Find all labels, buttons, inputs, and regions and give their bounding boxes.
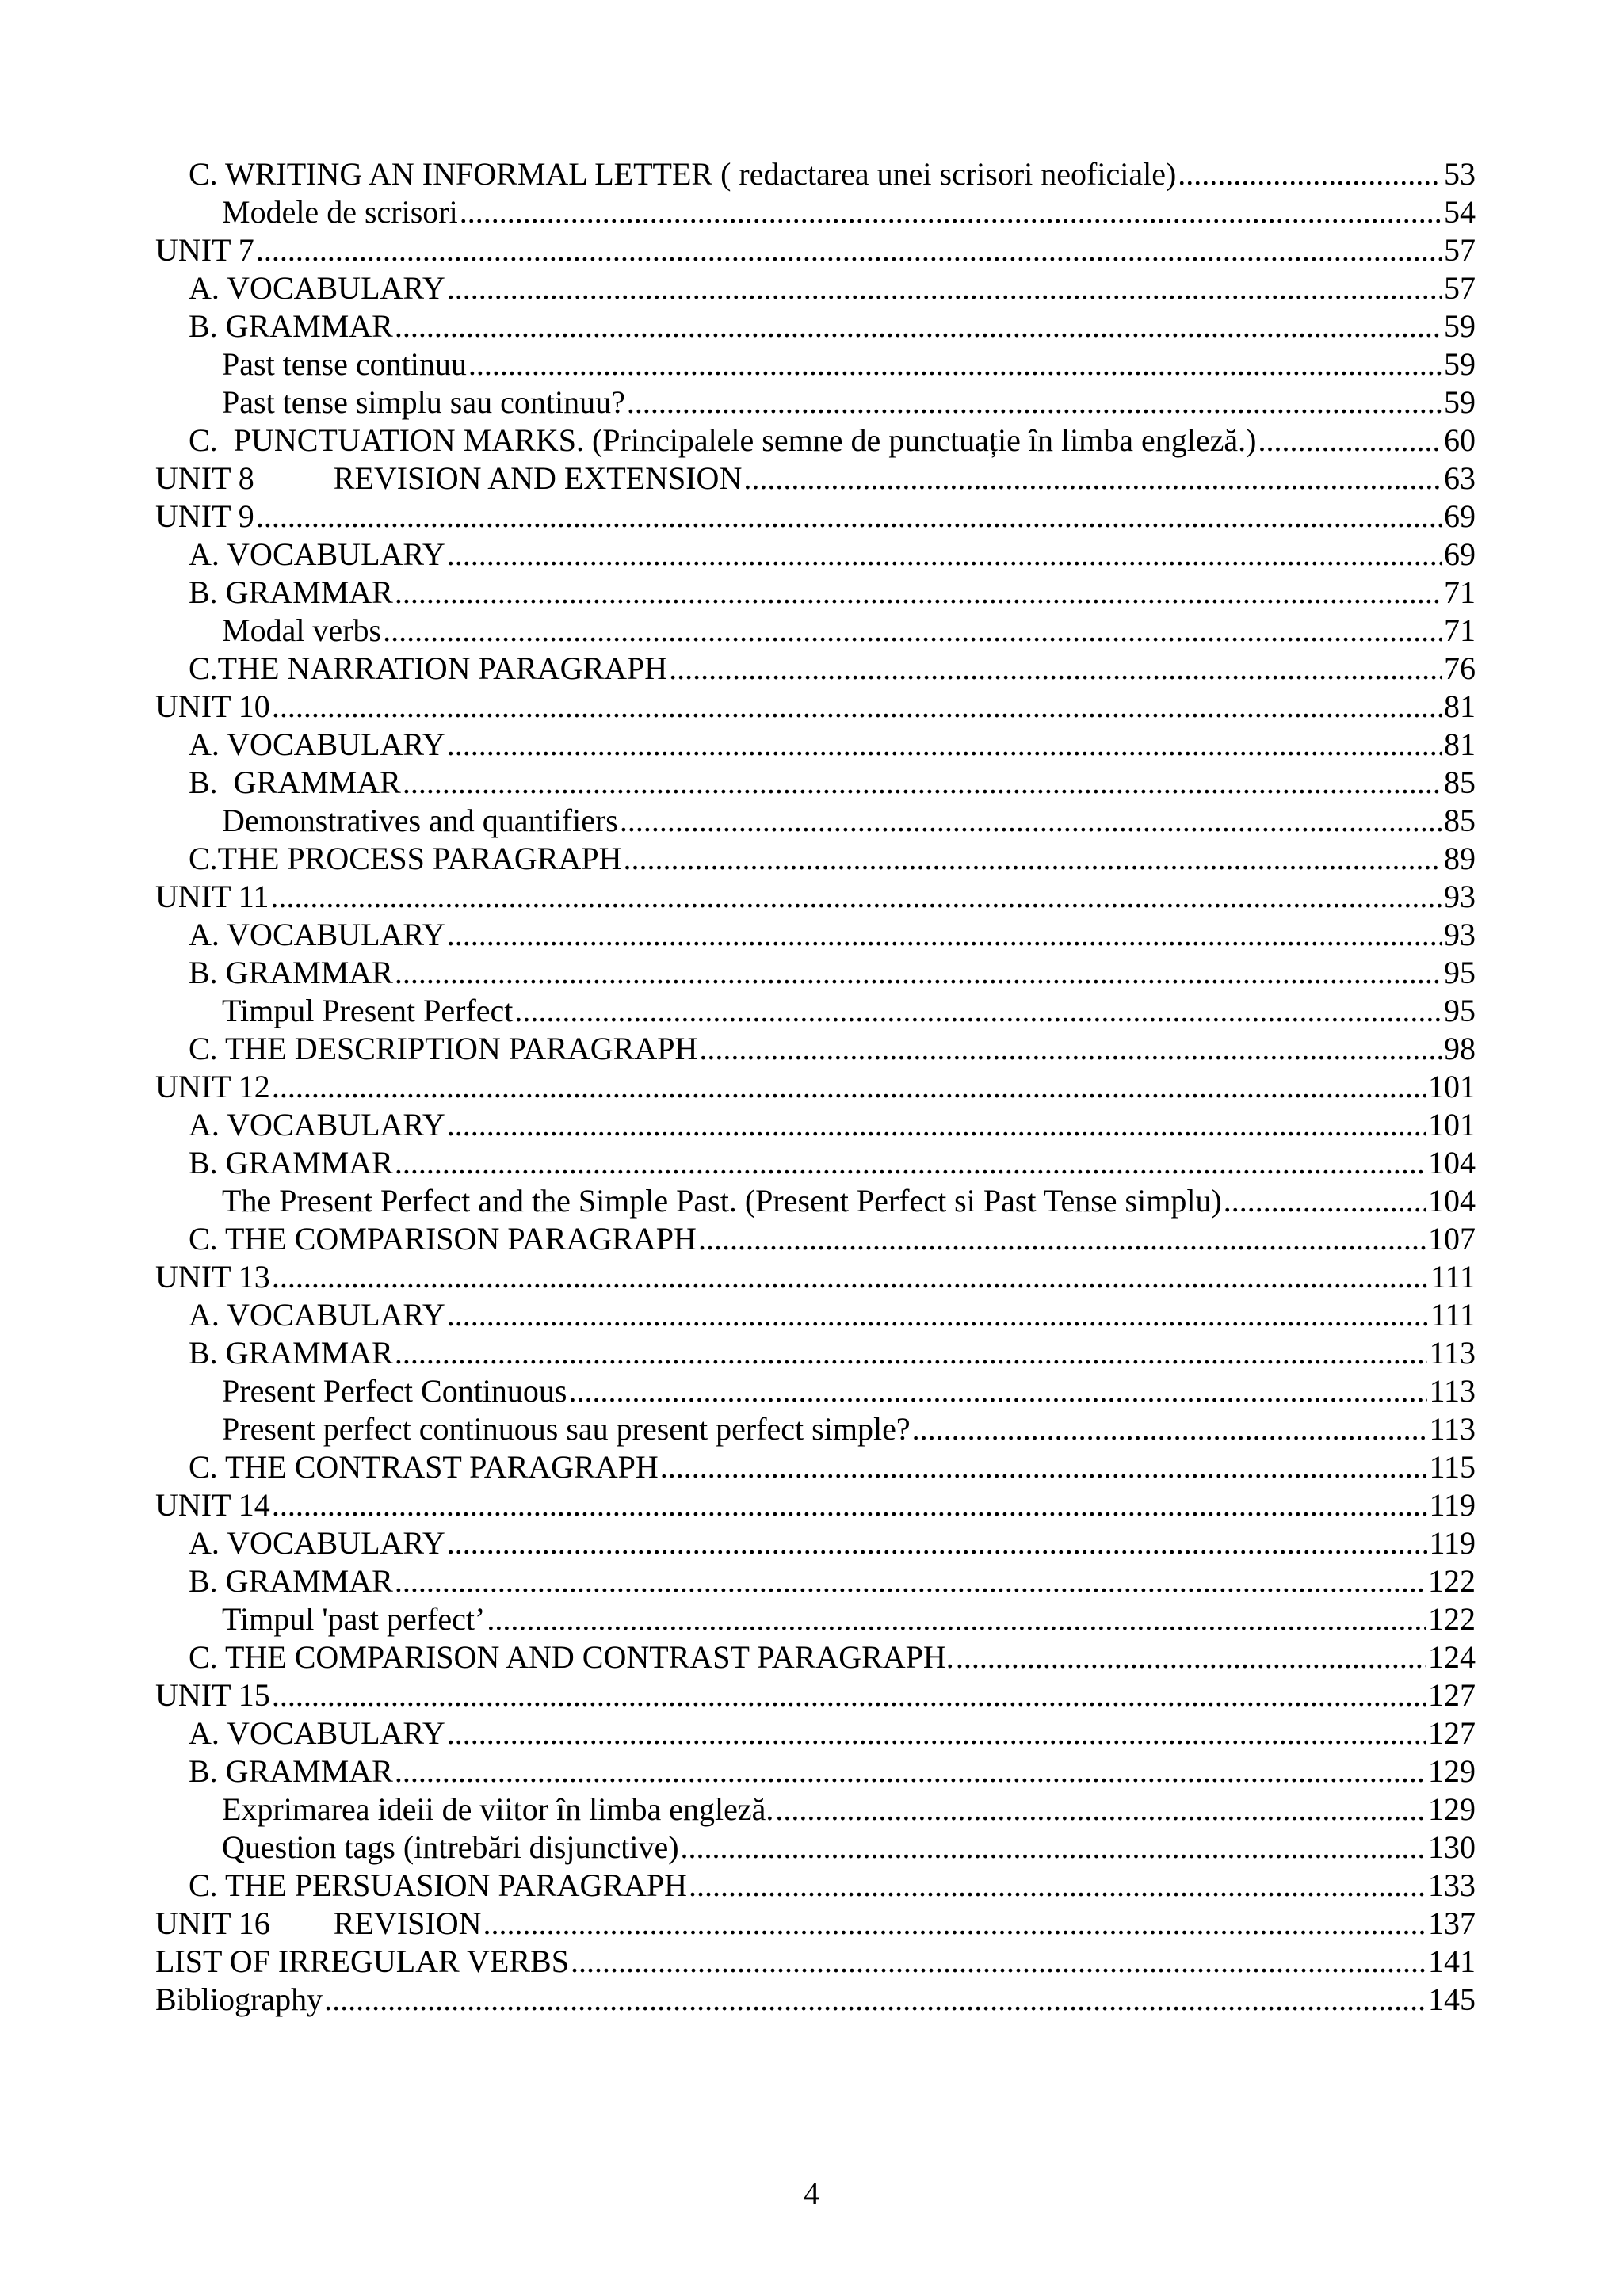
toc-entry-title: C. THE COMPARISON AND CONTRAST PARAGRAPH.	[189, 1639, 954, 1675]
toc-leader-dots	[447, 536, 1442, 574]
toc-leader-dots	[660, 1448, 1428, 1486]
toc-entry[interactable]	[155, 1600, 1476, 1638]
toc-entry[interactable]	[155, 1144, 1476, 1182]
toc-entry-title: Timpul 'past perfect’	[222, 1601, 486, 1637]
toc-entry-page-number: 59	[1444, 308, 1476, 344]
toc-leader-dots	[383, 612, 1442, 650]
toc-entry-title: UNIT 15	[155, 1677, 270, 1713]
toc-entry[interactable]	[155, 1981, 1476, 2019]
toc-entry-title: Exprimarea ideii de viitor în limba engleză.	[222, 1791, 774, 1827]
toc-entry-page-number: 111	[1430, 1259, 1476, 1295]
toc-leader-dots	[620, 802, 1442, 840]
toc-entry-title: B. GRAMMAR	[189, 955, 393, 990]
toc-leader-dots	[256, 231, 1442, 269]
toc-entry-title: B. GRAMMAR	[189, 574, 393, 610]
toc-entry[interactable]	[155, 1791, 1476, 1829]
toc-entry-page-number: 113	[1429, 1373, 1476, 1409]
toc-entry-page-number: 113	[1429, 1411, 1476, 1447]
toc-entry[interactable]	[155, 1410, 1476, 1448]
toc-entry-page-number: 93	[1444, 917, 1476, 952]
toc-entry[interactable]	[155, 1524, 1476, 1562]
toc-leader-dots	[395, 1144, 1426, 1182]
toc-entry-title: LIST OF IRREGULAR VERBS	[155, 1943, 569, 1979]
toc-entry-title: A. VOCABULARY	[189, 727, 445, 762]
toc-entry[interactable]	[155, 1220, 1476, 1258]
toc-entry[interactable]	[155, 1486, 1476, 1524]
toc-entry-page-number: 63	[1444, 460, 1476, 496]
toc-entry-page-number: 95	[1444, 955, 1476, 990]
toc-entry[interactable]	[155, 650, 1476, 688]
toc-entry-title: Present perfect continuous sau present perfect simple?	[222, 1411, 911, 1447]
toc-entry-title: Past tense simplu sau continuu?	[222, 384, 625, 420]
toc-entry-page-number: 133	[1428, 1867, 1476, 1903]
toc-entry-page-number: 101	[1428, 1107, 1476, 1142]
toc-entry-title: A. VOCABULARY	[189, 536, 445, 572]
toc-entry-title: UNIT 9	[155, 498, 254, 534]
toc-leader-dots	[272, 1068, 1426, 1106]
toc-leader-dots	[1178, 155, 1442, 193]
toc-entry-title: Past tense continuu	[222, 346, 467, 382]
toc-leader-dots	[627, 383, 1442, 421]
toc-entry-page-number: 98	[1444, 1031, 1476, 1066]
toc-entry-page-number: 113	[1429, 1335, 1476, 1371]
toc-entry-title: B. GRAMMAR	[189, 1563, 393, 1599]
toc-entry-page-number: 85	[1444, 803, 1476, 838]
toc-entry-page-number: 127	[1428, 1715, 1476, 1751]
toc-entry-page-number: 129	[1428, 1753, 1476, 1789]
toc-entry[interactable]	[155, 536, 1476, 574]
toc-entry[interactable]	[155, 1372, 1476, 1410]
toc-entry-title: A. VOCABULARY	[189, 917, 445, 952]
toc-leader-dots	[447, 916, 1442, 954]
toc-entry-title: C.THE NARRATION PARAGRAPH	[189, 650, 668, 686]
toc-entry[interactable]	[155, 1905, 1476, 1943]
toc-leader-dots	[569, 1372, 1428, 1410]
toc-entry[interactable]	[155, 1829, 1476, 1867]
toc-leader-dots	[669, 650, 1442, 688]
toc-entry[interactable]	[155, 1296, 1476, 1334]
toc-entry-page-number: 122	[1428, 1601, 1476, 1637]
toc-entry-page-number: 141	[1428, 1943, 1476, 1979]
toc-leader-dots	[395, 1562, 1426, 1600]
toc-entry[interactable]	[155, 460, 1476, 498]
toc-leader-dots	[270, 878, 1442, 916]
toc-leader-dots	[460, 193, 1442, 231]
toc-entry-title: UNIT 11	[155, 879, 269, 914]
toc-entry[interactable]	[155, 1448, 1476, 1486]
toc-entry[interactable]	[155, 155, 1476, 193]
toc-entry[interactable]	[155, 307, 1476, 345]
toc-entry-page-number: 85	[1444, 765, 1476, 800]
toc-leader-dots	[1224, 1182, 1426, 1220]
toc-leader-dots	[447, 269, 1442, 307]
toc-entry[interactable]	[155, 1867, 1476, 1905]
toc-entry-page-number: 127	[1428, 1677, 1476, 1713]
toc-entry-title: UNIT 14	[155, 1487, 270, 1523]
toc-leader-dots	[447, 1106, 1426, 1144]
toc-leader-dots	[487, 1600, 1426, 1638]
toc-leader-dots	[395, 307, 1442, 345]
toc-entry-title: UNIT 7	[155, 232, 254, 268]
toc-leader-dots	[447, 1296, 1429, 1334]
toc-entry[interactable]	[155, 1030, 1476, 1068]
toc-entry-title: A. VOCABULARY	[189, 1715, 445, 1751]
toc-entry-title: Question tags (intrebări disjunctive)	[222, 1829, 679, 1865]
toc-entry-page-number: 95	[1444, 993, 1476, 1028]
toc-leader-dots	[571, 1943, 1426, 1981]
toc-entry-page-number: 81	[1444, 688, 1476, 724]
toc-entry-title: A. VOCABULARY	[189, 1525, 445, 1561]
toc-entry-page-number: 104	[1428, 1145, 1476, 1180]
toc-leader-dots	[272, 688, 1442, 726]
toc-entry-title: C. THE CONTRAST PARAGRAPH	[189, 1449, 659, 1485]
toc-entry[interactable]	[155, 1068, 1476, 1106]
toc-entry[interactable]	[155, 1714, 1476, 1753]
toc-entry[interactable]	[155, 1182, 1476, 1220]
toc-entry[interactable]	[155, 726, 1476, 764]
toc-entry[interactable]	[155, 802, 1476, 840]
toc-entry-page-number: 111	[1430, 1297, 1476, 1333]
toc-entry-page-number: 129	[1428, 1791, 1476, 1827]
toc-entry-title: Bibliography	[155, 1981, 323, 2017]
toc-entry[interactable]	[155, 1258, 1476, 1296]
toc-entry[interactable]	[155, 574, 1476, 612]
toc-entry[interactable]	[155, 193, 1476, 231]
toc-entry[interactable]	[155, 1753, 1476, 1791]
toc-leader-dots	[272, 1486, 1428, 1524]
toc-entry-page-number: 122	[1428, 1563, 1476, 1599]
toc-leader-dots	[272, 1258, 1429, 1296]
toc-entry-page-number: 59	[1444, 346, 1476, 382]
toc-entry-page-number: 119	[1429, 1487, 1476, 1523]
toc-entry[interactable]	[155, 688, 1476, 726]
toc-entry-page-number: 69	[1444, 536, 1476, 572]
toc-entry-title: Modal verbs	[222, 612, 382, 648]
toc-entry-page-number: 101	[1428, 1069, 1476, 1104]
toc-leader-dots	[1258, 421, 1443, 460]
toc-entry-title: UNIT 8 REVISION AND EXTENSION	[155, 460, 743, 496]
toc-entry-page-number: 115	[1429, 1449, 1476, 1485]
toc-entry-page-number: 57	[1444, 270, 1476, 306]
toc-leader-dots	[468, 345, 1442, 383]
toc-entry-title: C. WRITING AN INFORMAL LETTER ( redactarea unei scrisori neoficiale)	[189, 156, 1177, 192]
toc-entry-title: B. GRAMMAR	[189, 1335, 393, 1371]
toc-entry-title: C. THE DESCRIPTION PARAGRAPH	[189, 1031, 698, 1066]
toc-entry-page-number: 53	[1444, 156, 1476, 192]
toc-leader-dots	[256, 498, 1442, 536]
toc-entry[interactable]	[155, 345, 1476, 383]
toc-entry-page-number: 60	[1444, 422, 1476, 458]
toc-entry-page-number: 54	[1444, 194, 1476, 230]
toc-entry-title: The Present Perfect and the Simple Past. (Present Perfect si Past Tense simplu)	[222, 1183, 1222, 1219]
toc-entry[interactable]	[155, 992, 1476, 1030]
toc-entry-title: A. VOCABULARY	[189, 1297, 445, 1333]
toc-entry-page-number: 145	[1428, 1981, 1476, 2017]
toc-entry-title: UNIT 10	[155, 688, 270, 724]
toc-entry-title: Timpul Present Perfect	[222, 993, 514, 1028]
toc-entry[interactable]	[155, 878, 1476, 916]
toc-entry-page-number: 59	[1444, 384, 1476, 420]
toc-entry-title: C. PUNCTUATION MARKS. (Principalele semne de punctuație în limba engleză.)	[189, 422, 1257, 458]
toc-entry-page-number: 81	[1444, 727, 1476, 762]
toc-entry[interactable]	[155, 840, 1476, 878]
toc-leader-dots	[447, 1524, 1428, 1562]
toc-entry-title: B. GRAMMAR	[189, 765, 401, 800]
toc-entry-title: A. VOCABULARY	[189, 270, 445, 306]
toc-entry[interactable]	[155, 1562, 1476, 1600]
toc-entry-page-number: 107	[1428, 1221, 1476, 1257]
toc-entry-title: B. GRAMMAR	[189, 1753, 393, 1789]
toc-entry-page-number: 124	[1428, 1639, 1476, 1675]
toc-entry[interactable]	[155, 269, 1476, 307]
page-number: 4	[804, 2176, 819, 2211]
toc-leader-dots	[447, 726, 1442, 764]
toc-entry[interactable]	[155, 1106, 1476, 1144]
toc-leader-dots	[447, 1714, 1426, 1753]
toc-leader-dots	[272, 1676, 1426, 1714]
toc-entry-title: A. VOCABULARY	[189, 1107, 445, 1142]
toc-entry-title: C.THE PROCESS PARAGRAPH	[189, 841, 622, 876]
toc-entry[interactable]	[155, 954, 1476, 992]
toc-entry-title: C. THE COMPARISON PARAGRAPH	[189, 1221, 697, 1257]
toc-leader-dots	[689, 1867, 1426, 1905]
toc-entry-page-number: 71	[1444, 612, 1476, 648]
toc-entry-page-number: 93	[1444, 879, 1476, 914]
toc-entry[interactable]	[155, 231, 1476, 269]
toc-entry-page-number: 104	[1428, 1183, 1476, 1219]
toc-entry-page-number: 89	[1444, 841, 1476, 876]
toc-leader-dots	[699, 1030, 1442, 1068]
toc-entry-title: UNIT 13	[155, 1259, 270, 1295]
toc-leader-dots	[324, 1981, 1426, 2019]
toc-entry[interactable]	[155, 1638, 1476, 1676]
toc-entry-title: B. GRAMMAR	[189, 308, 393, 344]
toc-leader-dots	[403, 764, 1442, 802]
toc-entry[interactable]	[155, 383, 1476, 421]
toc-leader-dots	[743, 460, 1442, 498]
toc-entry[interactable]	[155, 916, 1476, 954]
toc-entry-title: UNIT 16 REVISION	[155, 1905, 482, 1941]
toc-leader-dots	[395, 1753, 1426, 1791]
toc-entry-title: Demonstratives and quantifiers	[222, 803, 618, 838]
toc-entry-page-number: 76	[1444, 650, 1476, 686]
table-of-contents	[155, 155, 1476, 2019]
toc-entry-title: UNIT 12	[155, 1069, 270, 1104]
toc-entry[interactable]	[155, 1943, 1476, 1981]
toc-entry-page-number: 119	[1429, 1525, 1476, 1561]
toc-leader-dots	[395, 954, 1442, 992]
toc-entry-title: B. GRAMMAR	[189, 1145, 393, 1180]
toc-leader-dots	[514, 992, 1442, 1030]
toc-entry-page-number: 69	[1444, 498, 1476, 534]
toc-entry[interactable]	[155, 421, 1476, 460]
toc-leader-dots	[395, 574, 1442, 612]
toc-entry-page-number: 130	[1428, 1829, 1476, 1865]
toc-entry[interactable]	[155, 612, 1476, 650]
toc-entry-page-number: 57	[1444, 232, 1476, 268]
toc-leader-dots	[395, 1334, 1428, 1372]
toc-entry-title: Modele de scrisori	[222, 194, 458, 230]
toc-entry-title: Present Perfect Continuous	[222, 1373, 567, 1409]
toc-entry[interactable]	[155, 498, 1476, 536]
toc-leader-dots	[483, 1905, 1426, 1943]
toc-entry-page-number: 137	[1428, 1905, 1476, 1941]
toc-leader-dots	[956, 1638, 1426, 1676]
toc-leader-dots	[681, 1829, 1426, 1867]
toc-entry[interactable]	[155, 1334, 1476, 1372]
toc-leader-dots	[912, 1410, 1428, 1448]
toc-leader-dots	[775, 1791, 1426, 1829]
toc-entry-title: C. THE PERSUASION PARAGRAPH	[189, 1867, 688, 1903]
toc-leader-dots	[623, 840, 1442, 878]
toc-entry[interactable]	[155, 1676, 1476, 1714]
toc-leader-dots	[698, 1220, 1426, 1258]
toc-entry[interactable]	[155, 764, 1476, 802]
toc-entry-page-number: 71	[1444, 574, 1476, 610]
